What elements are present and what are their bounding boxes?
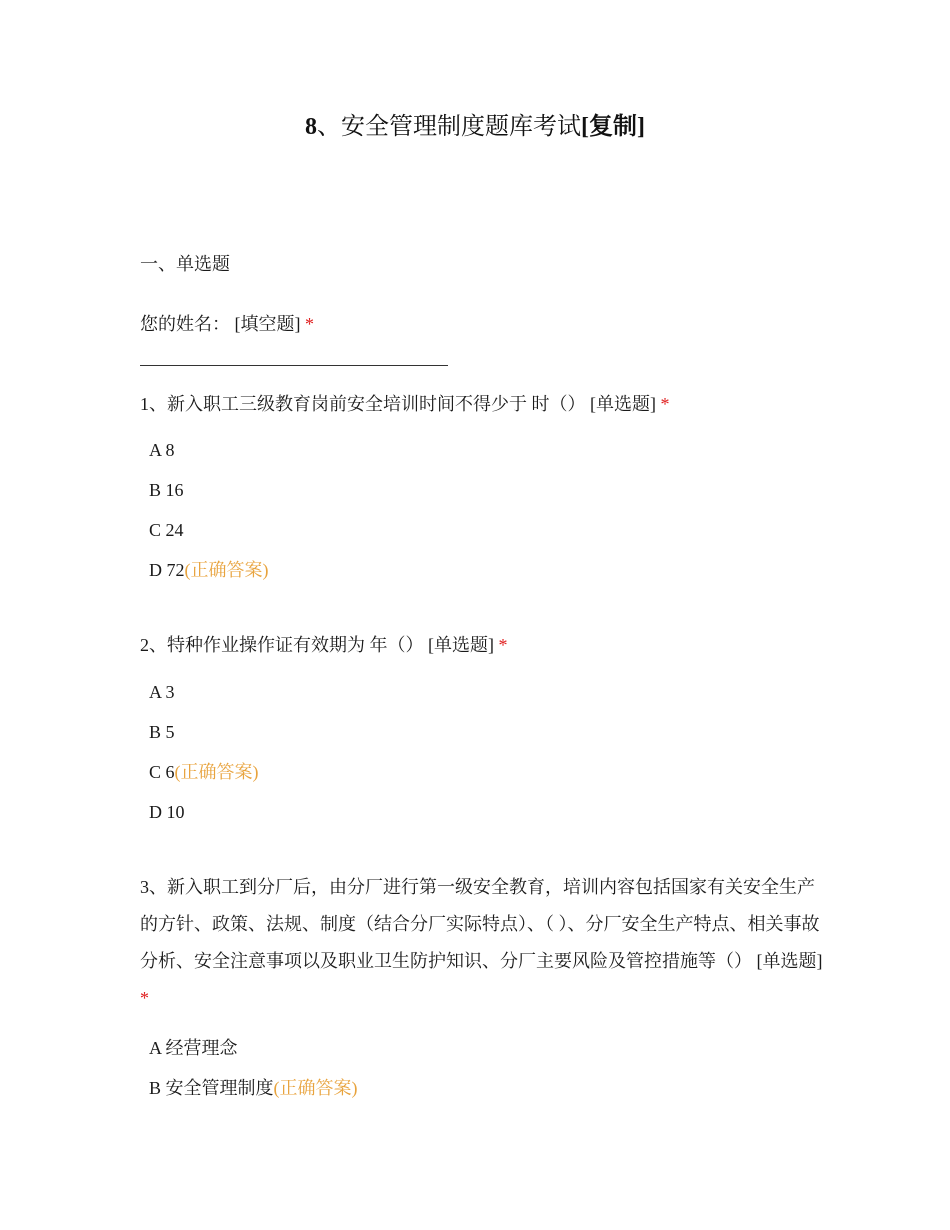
q2-option-d xyxy=(149,798,185,826)
q1-option-a xyxy=(149,436,175,464)
q3-option-b xyxy=(149,1074,358,1102)
required-mark: * xyxy=(660,394,670,414)
question-type-tag: [填空题] xyxy=(234,314,301,334)
question-2 xyxy=(140,631,830,659)
option-text: C 6 xyxy=(149,762,175,782)
name-answer-line xyxy=(140,365,448,366)
question-1 xyxy=(140,390,830,418)
question-text: 2、特种作业操作证有效期为 年（） xyxy=(140,635,424,655)
q2-option-a xyxy=(149,678,175,706)
correct-answer-label: (正确答案) xyxy=(184,560,269,580)
title-text: 、安全管理制度题库考试 xyxy=(317,114,581,140)
required-mark: * xyxy=(498,635,508,655)
question-type-tag: [单选题] xyxy=(756,951,823,971)
option-text: A 经营理念 xyxy=(149,1038,238,1058)
option-text: B 5 xyxy=(149,722,175,742)
option-text: A 3 xyxy=(149,682,175,702)
section-heading: 一、单选题 xyxy=(140,254,230,274)
option-text: D 72 xyxy=(149,560,185,580)
option-text: A 8 xyxy=(149,440,175,460)
q1-option-b xyxy=(149,476,184,504)
question-text: 1、新入职工三级教育岗前安全培训时间不得少于 时（） xyxy=(140,394,586,414)
required-mark: * xyxy=(305,314,314,334)
question-3 xyxy=(140,869,830,1017)
correct-answer-label: (正确答案) xyxy=(174,762,259,782)
required-mark: * xyxy=(140,988,149,1008)
q3-option-a xyxy=(149,1034,238,1062)
correct-answer-label: (正确答案) xyxy=(273,1078,358,1098)
option-text: C 24 xyxy=(149,520,184,540)
title-number: 8 xyxy=(305,114,317,140)
question-type-tag: [单选题] xyxy=(428,635,494,655)
question-type-tag: [单选题] xyxy=(590,394,656,414)
name-field-label xyxy=(140,310,830,338)
option-text: D 10 xyxy=(149,802,185,822)
q1-option-c xyxy=(149,516,184,544)
page-title xyxy=(0,110,950,144)
title-suffix: [复制] xyxy=(581,114,645,140)
q1-option-d xyxy=(149,556,269,584)
q2-option-c xyxy=(149,758,259,786)
name-label-text: 您的姓名： xyxy=(140,314,230,334)
option-text: B 安全管理制度 xyxy=(149,1078,274,1098)
question-text: 3、新入职工到分厂后，由分厂进行第一级安全教育，培训内容包括国家有关安全生产的方针、政策、法规、制度（结合分厂实际特点）、（ ）、分厂安全生产特点、相关事故分析、安全注意事项以及职业卫生防护知识、分厂主要风险及管控措施等（） xyxy=(140,877,820,971)
option-text: B 16 xyxy=(149,480,184,500)
q2-option-b xyxy=(149,718,175,746)
